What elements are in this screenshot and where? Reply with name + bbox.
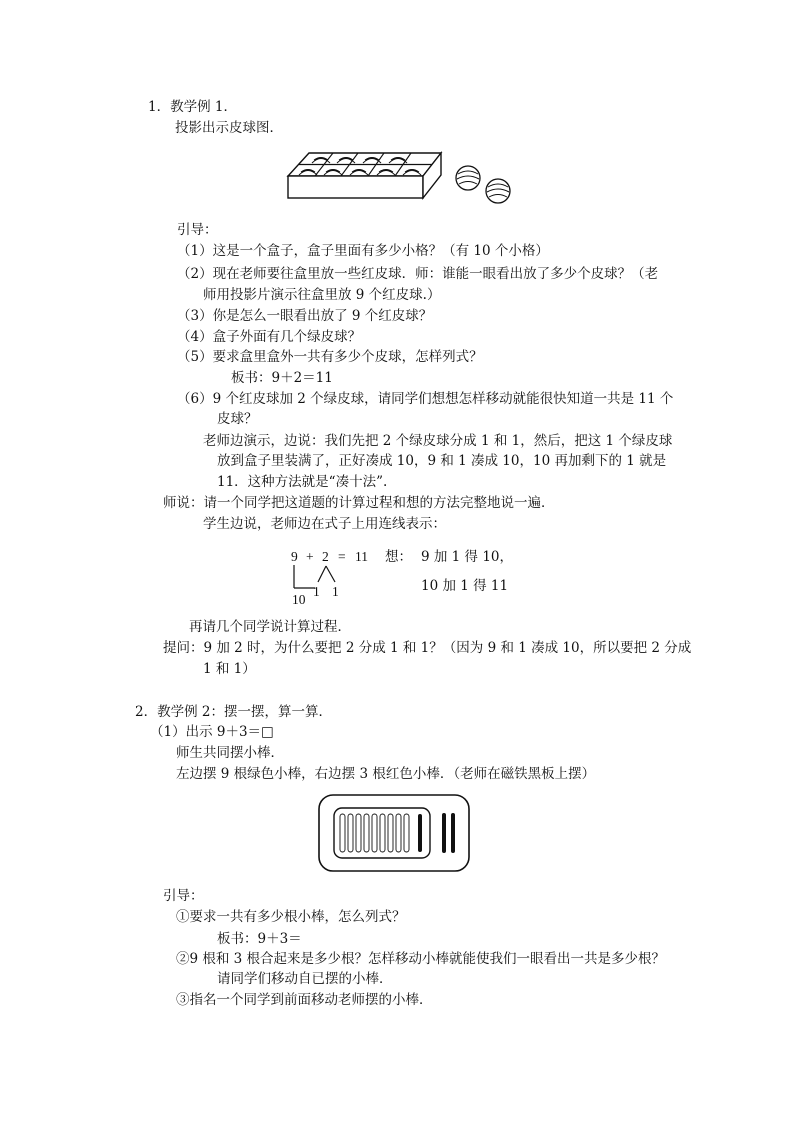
question-6-line2: 皮球？	[217, 411, 258, 427]
eq-one-a: 1	[313, 584, 320, 599]
ball-box-figure	[285, 150, 525, 220]
question-3: （3）你是怎么一眼看出放了 9 个红皮球？	[177, 308, 433, 324]
question-6-line1: （6）9 个红皮球加 2 个绿皮球，请同学们想想怎样移动就能很快知道一共是 11 个	[177, 391, 674, 407]
guide-label-2: 引导：	[163, 888, 204, 904]
eq-equals: =	[338, 549, 346, 564]
show-image-text: 投影出示皮球图．	[175, 120, 283, 136]
section2-c2-sub: 请同学们移动自已摆的小棒．	[217, 971, 393, 987]
section2-p2: 师生共同摆小棒．	[176, 745, 284, 761]
section2-title: 2．教学例 2：摆一摆，算一算．	[135, 704, 332, 720]
think-line1: 9 加 1 得 10，	[421, 549, 514, 565]
eq-one-b: 1	[332, 584, 339, 599]
ask-line2: 1 和 1）	[203, 661, 256, 677]
eq-plus: +	[306, 549, 314, 564]
section1-title: 1．教学例 1．	[148, 99, 237, 115]
board-writing-1: 板书：9＋2＝11	[231, 370, 333, 386]
sticks-board-figure	[318, 794, 470, 872]
question-5: （5）要求盒里盒外一共有多少个皮球，怎样列式？	[177, 349, 483, 365]
question-2-line1: （2）现在老师要往盒里放一些红皮球．师：谁能一眼看出放了多少个皮球？（老	[177, 266, 659, 282]
eq-ten: 10	[292, 592, 306, 607]
again-text: 再请几个同学说计算过程．	[189, 619, 351, 635]
demo-line1: 老师边演示，边说：我们先把 2 个绿皮球分成 1 和 1，然后，把这 1 个绿皮球	[203, 433, 673, 449]
section2-c3: ③指名一个同学到前面移动老师摆的小棒．	[176, 992, 433, 1008]
ask-line1: 提问：9 加 2 时，为什么要把 2 分成 1 和 1？（因为 9 和 1 凑成 10，所以要把 2 分成	[163, 640, 692, 656]
section2-p1: （1）出示 9＋3＝□	[150, 724, 274, 740]
eq-two: 2	[322, 549, 329, 564]
question-2-line2: 师用投影片演示往盒里放 9 个红皮球.）	[203, 287, 441, 303]
section2-c1: ①要求一共有多少根小棒，怎么列式？	[176, 909, 406, 925]
teacher-says: 师说：请一个同学把这道题的计算过程和想的方法完整地说一遍．	[163, 495, 555, 511]
question-1: （1）这是一个盒子，盒子里面有多少小格？（有 10 个小格）	[177, 243, 549, 259]
eq-nine: 9	[291, 549, 298, 564]
section2-p3: 左边摆 9 根绿色小棒，右边摆 3 根红色小棒．（老师在磁铁黑板上摆）	[176, 766, 596, 782]
section2-c2: ②9 根和 3 根合起来是多少根？怎样移动小棒就能使我们一眼看出一共是多少根？	[176, 951, 666, 967]
guide-label-1: 引导：	[177, 222, 218, 238]
eq-result: 11	[355, 549, 368, 564]
demo-line3: 11．这种方法就是“凑十法”.	[217, 474, 388, 490]
demo-line2: 放到盒子里装满了，正好凑成 10，9 和 1 凑成 10，10 再加剩下的 1 就是	[217, 453, 667, 469]
question-4: （4）盒子外面有几个绿皮球？	[177, 329, 362, 345]
think-label: 想：	[385, 549, 412, 565]
student-says: 学生边说，老师边在式子上用连线表示：	[203, 516, 446, 532]
think-line2: 10 加 1 得 11	[421, 578, 509, 594]
board-writing-2: 板书：9＋3＝	[217, 931, 302, 947]
